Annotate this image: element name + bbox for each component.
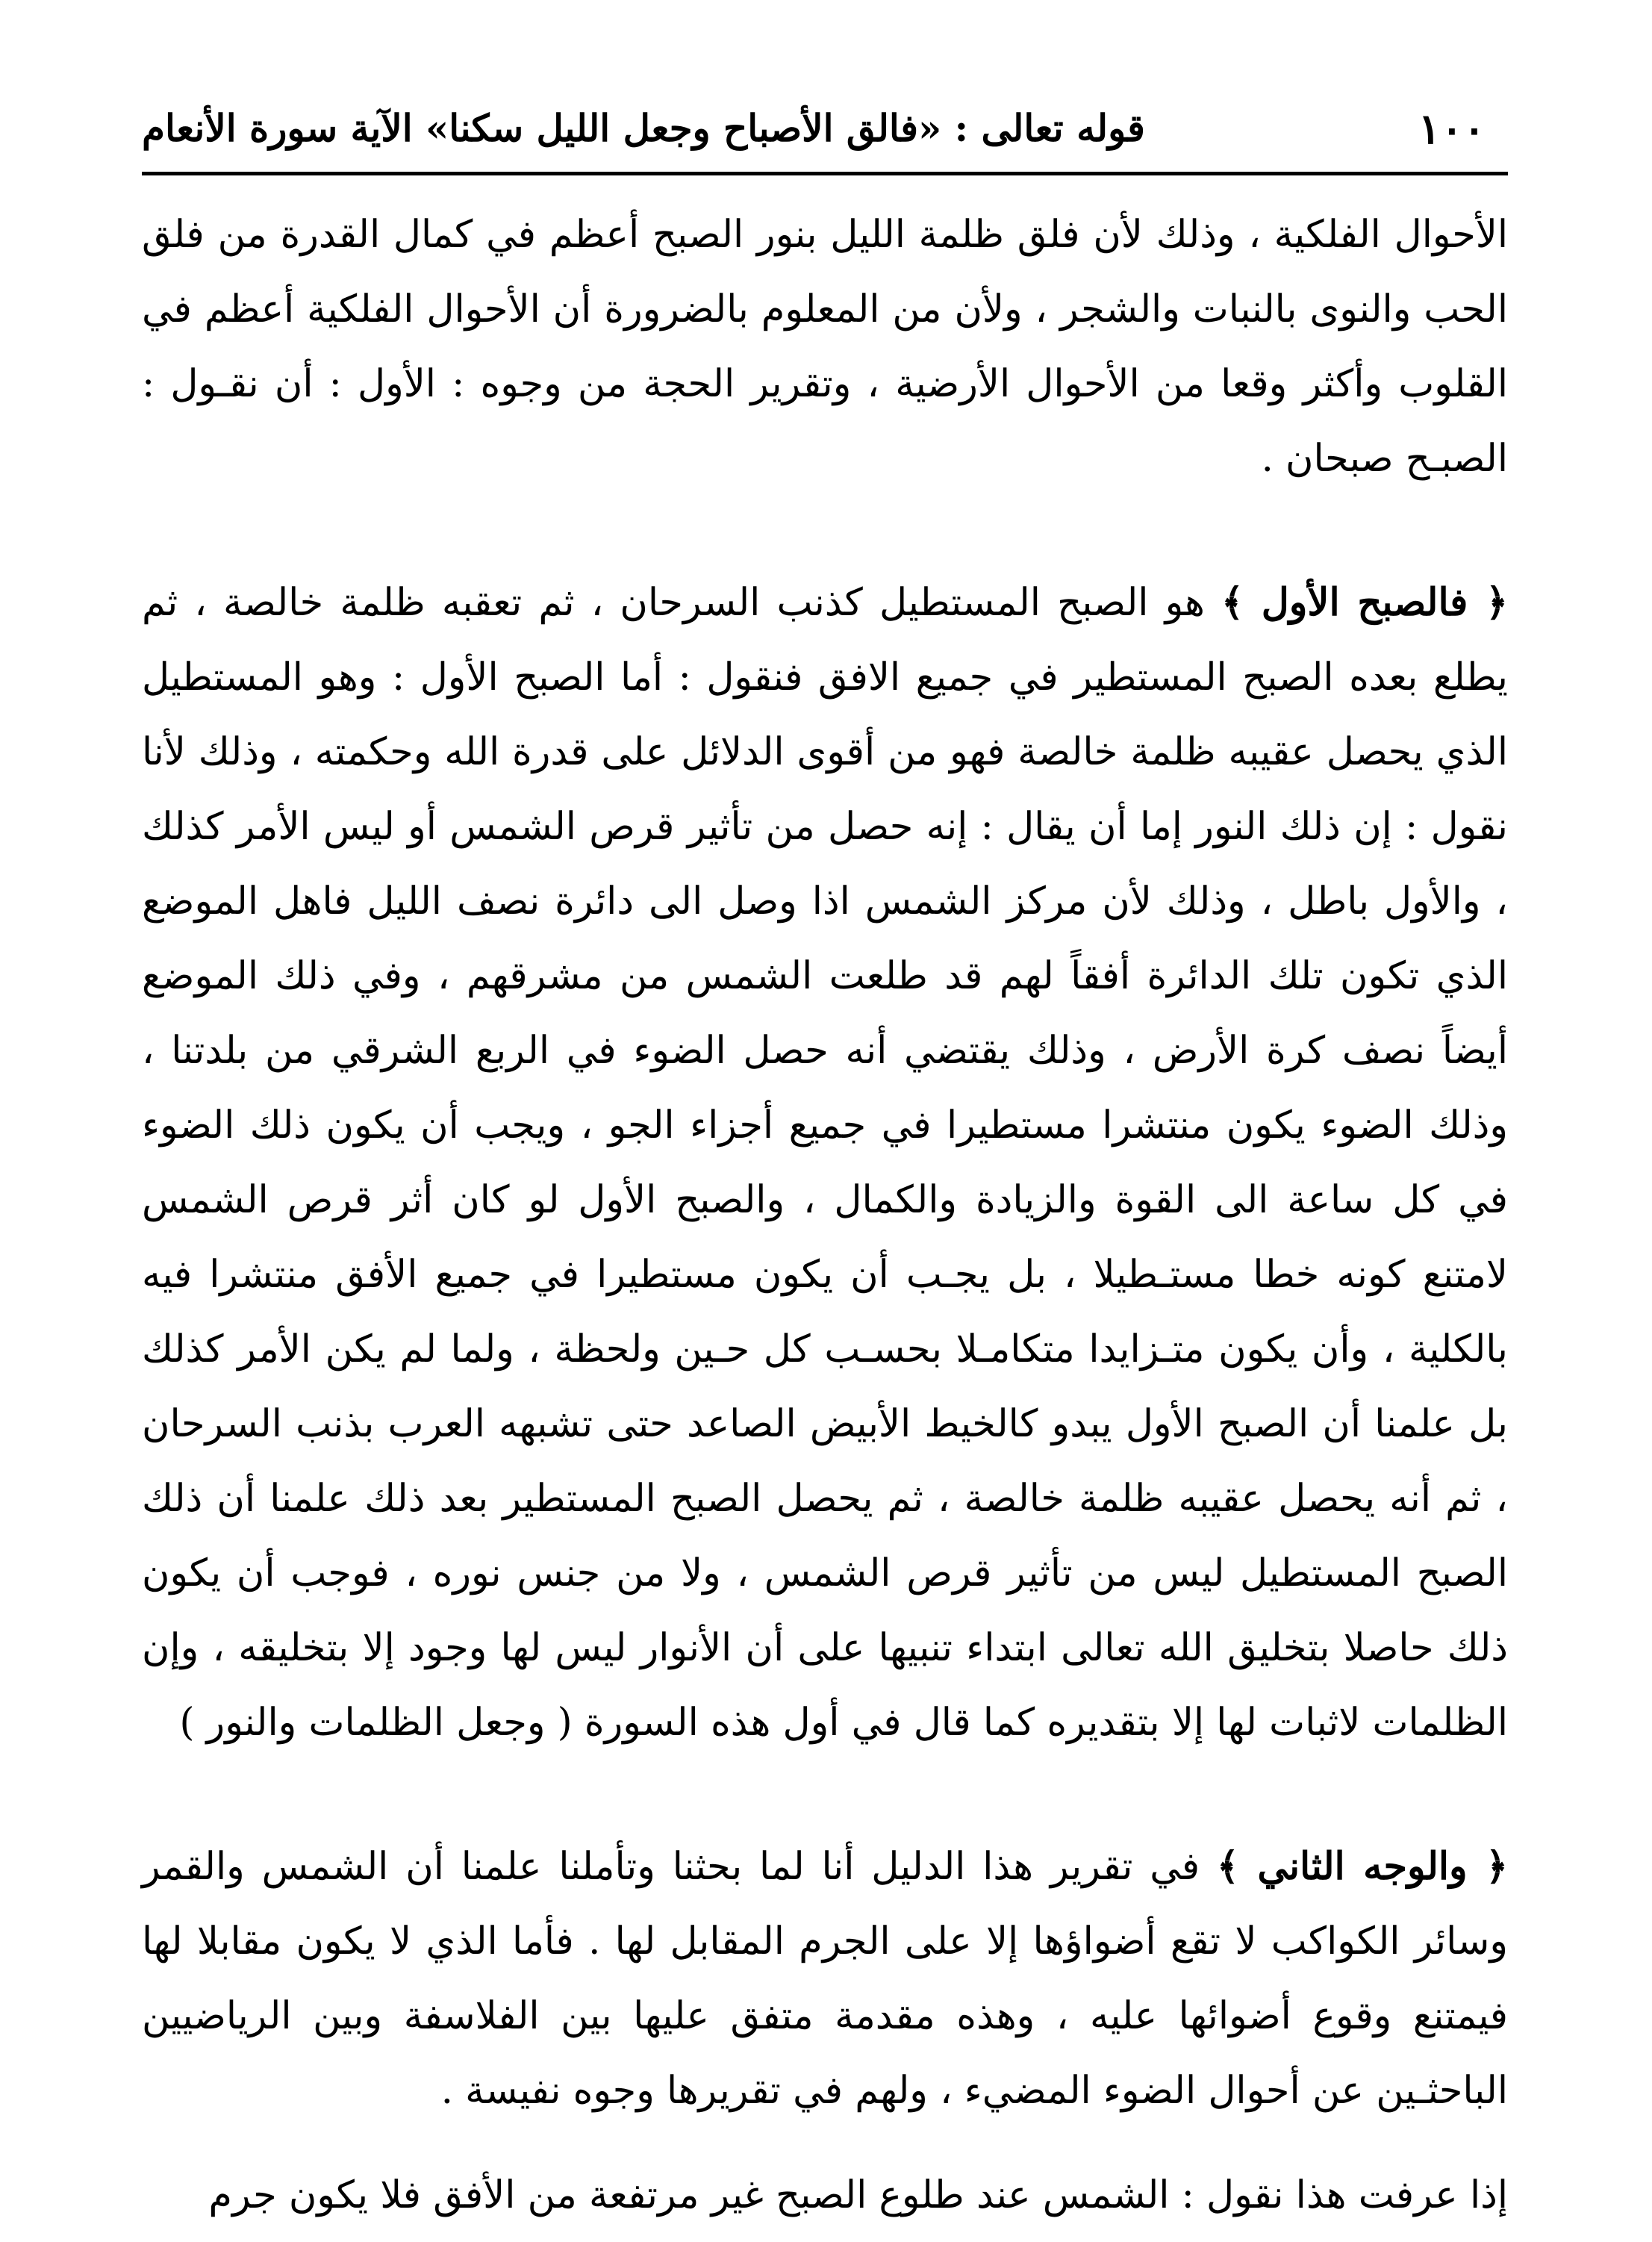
book-page <box>142 90 1508 2233</box>
paragraph-4-text: إذا عرفت هذا نقول : الشمس عند طلوع الصبح غير مرتفعة من الأفق فلا يكون جرم <box>208 2173 1508 2217</box>
page-header <box>142 90 1508 175</box>
paragraph-3-lead: ﴿ والوجه الثاني ﴾ <box>1217 1844 1508 1889</box>
page-number: ١٠٠ <box>1418 105 1486 154</box>
paragraph-1-text: الأحوال الفلكية ، وذلك لأن فلق ظلمة الليل بنور الصبح أعظم في كمال القدرة من فلق الحب والنوى بالنبات والشجر ، ولأن من المعلوم بالضرورة أن الأحوال الفلكية أعظم في القلوب وأكثر وقعا من الأحوال الأرضية ، وتقرير الحجة من وجوه : الأول : أن نقـول : الصبـح صبحان . <box>142 213 1508 481</box>
paragraph-3 <box>142 1829 1508 2129</box>
running-title: قوله تعالى : «فالق الأصباح وجعل الليل سكنا» الآية سورة الأنعام <box>142 106 1145 150</box>
paragraph-3-text: في تقرير هذا الدليل أنا لما بحثنا وتأملنا علمنا أن الشمس والقمر وسائر الكواكب لا تقع أضواؤها إلا على الجرم المقابل لها . فأما الذي لا يكون مقابلا لها فيمتنع وقوع أضوائها عليه ، وهذه مقدمة متفق عليها بين الفلاسفة وبين الرياضيين الباحثـين عن أحوال الضوء المضيء ، ولهم في تقريرها وجوه نفيسة . <box>142 1845 1508 2113</box>
paragraph-2-lead: ﴿ فالصبح الأول ﴾ <box>1221 580 1509 625</box>
paragraph-4 <box>142 2158 1508 2233</box>
paragraph-2-text: هو الصبح المستطيل كذنب السرحان ، ثم تعقبه ظلمة خالصة ، ثم يطلع بعده الصبح المستطير في جميع الافق فنقول : أما الصبح الأول : وهو المستطيل الذي يحصل عقيبه ظلمة خالصة فهو من أقوى الدلائل على قدرة الله وحكمته ، وذلك لأنا نقول : إن ذلك النور إما أن يقال : إنه حصل من تأثير قرص الشمس أو ليس الأمر كذلك ، والأول باطل ، وذلك لأن مركز الشمس اذا وصل الى دائرة نصف الليل فاهل الموضع الذي تكون تلك الدائرة أفقاً لهم قد طلعت الشمس من مشرقهم ، وفي ذلك الموضع أيضاً نصف كرة الأرض ، وذلك يقتضي أنه حصل الضوء في الربع الشرقي من بلدتنا ، وذلك الضوء يكون منتشرا مستطيرا في جميع أجزاء الجو ، ويجب أن يكون ذلك الضوء في كل ساعة الى القوة والزيادة والكمال ، والصبح الأول لو كان أثر قرص الشمس لامتنع كونه خطا مستـطيلا ، بل يجـب أن يكون مستطيرا في جميع الأفق منتشرا فيه بالكلية ، وأن يكون متـزايدا متكامـلا بحسـب كل حـين ولحظة ، ولما لم يكن الأمر كذلك بل علمنا أن الصبح الأول يبدو كالخيط الأبيض الصاعد حتى تشبهه العرب بذنب السرحان ، ثم أنه يحصل عقيبه ظلمة خالصة ، ثم يحصل الصبح المستطير بعد ذلك علمنا أن ذلك الصبح المستطيل ليس من تأثير قرص الشمس ، ولا من جنس نوره ، فوجب أن يكون ذلك حاصلا بتخليق الله تعالى ابتداء تنبيها على أن الأنوار ليس لها وجود إلا بتخليقه ، وإن الظلمات لاثبات لها إلا بتقديره كما قال في أول هذه السورة ( وجعل الظلمات والنور ) <box>142 581 1508 1745</box>
paragraph-2 <box>142 565 1508 1760</box>
body-text <box>142 198 1508 2233</box>
paragraph-1 <box>142 198 1508 496</box>
